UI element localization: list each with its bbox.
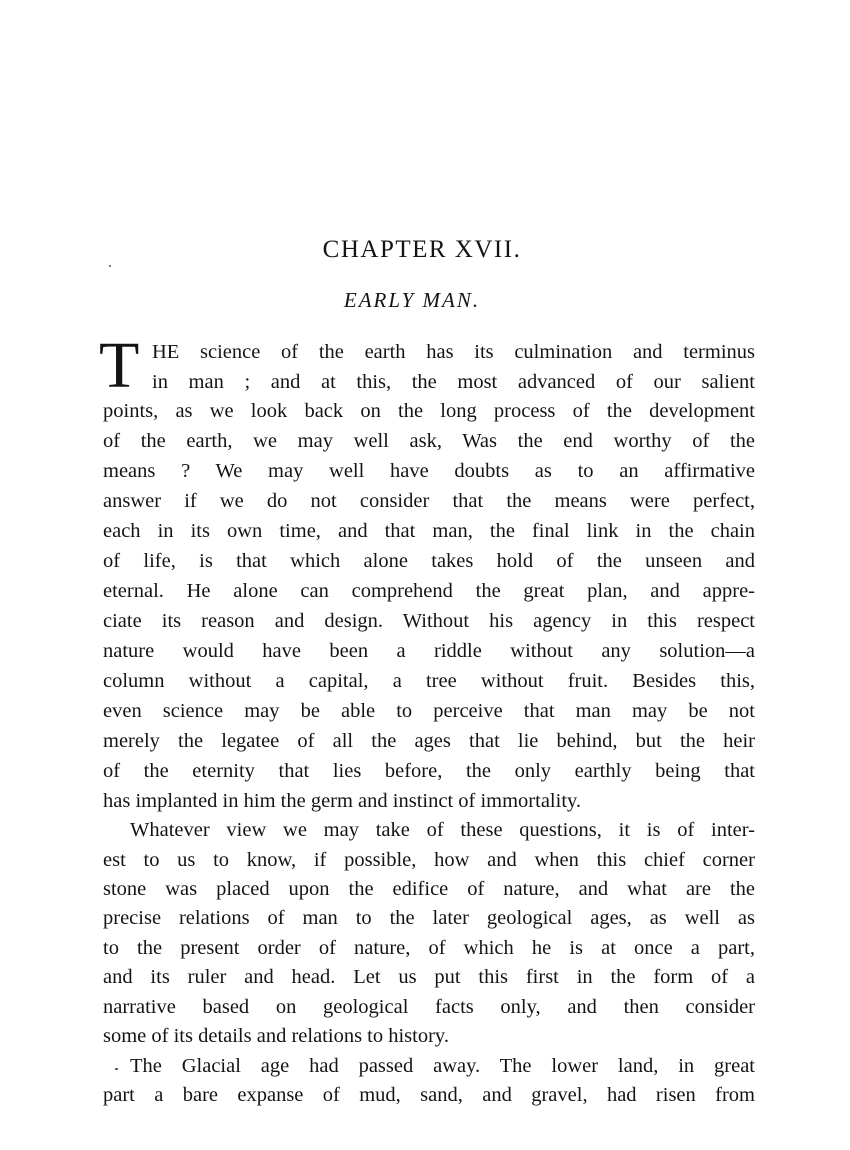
text-line: precise relations of man to the later geological ages, as well as: [103, 907, 755, 929]
ink-speck: [115, 1068, 118, 1070]
text-line: means ? We may well have doubts as to an affirmative: [103, 460, 755, 482]
text-line: each in its own time, and that man, the final link in the chain: [103, 520, 755, 542]
text-line: some of its details and relations to history.: [103, 1025, 449, 1047]
ink-speck: [109, 265, 111, 267]
text-line: has implanted in him the germ and instinct of immortality.: [103, 790, 582, 812]
text-line: of life, is that which alone takes hold of the unseen and: [103, 550, 755, 572]
text-line: est to us to know, if possible, how and when this chief corner: [103, 849, 755, 871]
text-line: nature would have been a riddle without any solution—a: [103, 640, 755, 662]
text-line: The Glacial age had passed away. The lower land, in great: [130, 1055, 755, 1077]
text-line: answer if we do not consider that the means were perfect,: [103, 490, 755, 512]
text-line: of the earth, we may well ask, Was the end worthy of the: [103, 430, 755, 452]
chapter-title-text: EARLY MAN.: [343, 288, 481, 312]
text-line: narrative based on geological facts only, and then consider: [103, 996, 755, 1018]
text-line: HE science of the earth has its culmination and terminus: [152, 341, 755, 363]
text-line: of the eternity that lies before, the only earthly being that: [103, 760, 755, 782]
text-line: part a bare expanse of mud, sand, and gravel, had risen from: [103, 1084, 755, 1106]
text-line: ciate its reason and design. Without his agency in this respect: [103, 610, 755, 632]
text-line: column without a capital, a tree without fruit. Besides this,: [103, 670, 755, 692]
chapter-title: [0, 288, 850, 313]
text-line: even science may be able to perceive that man may be not: [103, 700, 755, 722]
text-line: merely the legatee of all the ages that lie behind, but the heir: [103, 730, 755, 752]
text-line: Whatever view we may take of these questions, it is of inter-: [130, 819, 755, 841]
text-line: stone was placed upon the edifice of nature, and what are the: [103, 878, 755, 900]
text-line: points, as we look back on the long process of the development: [103, 400, 755, 422]
text-line: in man ; and at this, the most advanced of our salient: [152, 371, 755, 393]
chapter-number: CHAPTER XVII.: [322, 236, 522, 263]
text-line: and its ruler and head. Let us put this first in the form of a: [103, 966, 755, 988]
text-line: to the present order of nature, of which he is at once a part,: [103, 937, 755, 959]
chapter-heading: [0, 236, 850, 264]
drop-cap: T: [99, 329, 140, 402]
text-line: eternal. He alone can comprehend the great plan, and appre-: [103, 580, 755, 602]
